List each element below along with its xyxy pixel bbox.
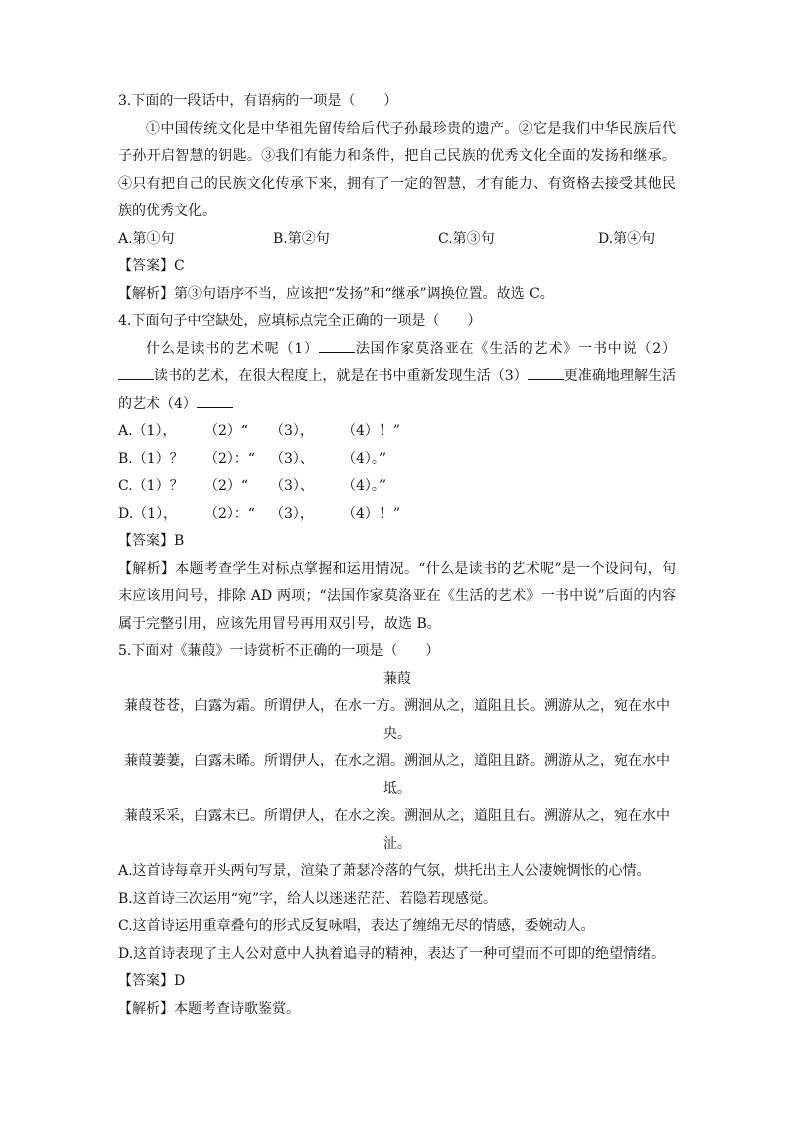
option-cell: （4）！” xyxy=(342,423,401,439)
answer-value: D xyxy=(174,973,186,989)
option-cell: （3）、 xyxy=(270,450,314,467)
poem-stanza-3 xyxy=(118,803,676,858)
option-cell: （2）“ xyxy=(204,423,249,439)
option-cell: （4）。” xyxy=(342,478,387,494)
q5-option-a: A.这首诗每章开头两句写景，渲染了萧瑟冷落的气氛，烘托出主人公凄婉惆怅的心情。 xyxy=(118,863,651,879)
q4-option-c xyxy=(118,473,676,501)
stanza-line: 蒹葭萋萋，白露未晞。所谓伊人，在水之湄。溯洄从之，道阻且跻。溯游从之，宛在水中 xyxy=(124,753,670,769)
stanza-line: 蒹葭苍苍，白露为霜。所谓伊人，在水一方。溯洄从之，道阻且长。溯游从之，宛在水中 xyxy=(124,698,670,714)
answer-label: 【答案】 xyxy=(118,533,174,549)
q3-option-b: B.第②句 xyxy=(273,230,330,247)
option-cell: （2）“ xyxy=(204,478,249,494)
passage-part-4: 更准确地理解生活的艺术（4） xyxy=(118,368,677,412)
blank-4 xyxy=(197,393,233,408)
q4-option-b xyxy=(118,446,676,474)
stanza-line: 蒹葭采采，白露未已。所谓伊人，在水之涘。溯洄从之，道阻且右。溯游从之，宛在水中 xyxy=(124,808,670,824)
q4-option-a xyxy=(118,418,676,446)
stanza-line: 沚。 xyxy=(383,835,411,852)
option-cell: （2）：“ xyxy=(204,450,256,467)
q4-option-d xyxy=(118,501,676,529)
poem-title: 蒹葭 xyxy=(383,670,411,687)
option-cell: （3）， xyxy=(270,423,314,439)
q3-passage: ①中国传统文化是中华祖先留传给后代子孙最珍贵的遗产。②它是我们中华民族后代子孙开启智慧的钥匙。③我们有能力和条件，把自己民族的优秀文化全面的发扬和继承。④只有把自己的民族文化传承下来，拥有了一定的智慧，才有能力、有资格去接受其他民族的优秀文化。 xyxy=(118,120,676,219)
q3-answer xyxy=(118,253,676,281)
q5-option-d: D.这首诗表现了主人公对意中人执着追寻的精神，表达了一种可望而不可即的绝望情绪。 xyxy=(118,945,666,962)
q5-option-c: C.这首诗运用重章叠句的形式反复咏唱，表达了缠绵无尽的情感，委婉动人。 xyxy=(118,918,595,934)
option-cell: （2）：“ xyxy=(204,505,256,522)
option-cell: （4）！” xyxy=(342,505,401,522)
poem-stanza-2 xyxy=(118,748,676,803)
answer-label: 【答案】 xyxy=(118,258,174,274)
analysis-label: 【解析】 xyxy=(118,1000,174,1017)
answer-value: B xyxy=(174,533,185,549)
passage-part-3: 读书的艺术，在很大程度上，就是在书中重新发现生活（3） xyxy=(154,368,528,384)
q3-option-a: A.第①句 xyxy=(118,230,175,247)
analysis-label: 【解析】 xyxy=(118,560,176,577)
q3-option-d: D.第④句 xyxy=(598,230,656,247)
analysis-label: 【解析】 xyxy=(118,285,174,302)
q4-stem: 4.下面句子中空缺处，应填标点完全正确的一项是（ ） xyxy=(118,313,482,329)
stanza-line: 央。 xyxy=(383,725,411,742)
analysis-text: 第③句语序不当，应该把“发扬”和“继承”调换位置。故选 C。 xyxy=(174,285,554,302)
option-cell: A.（1）， xyxy=(118,423,177,439)
option-cell: B.（1）？ xyxy=(118,450,184,467)
stanza-line: 坻。 xyxy=(383,780,411,797)
blank-2 xyxy=(118,365,154,380)
option-cell: C.（1）？ xyxy=(118,478,184,494)
answer-value: C xyxy=(174,258,185,274)
poem-stanza-1 xyxy=(118,693,676,748)
option-cell: D.（1）， xyxy=(118,505,178,522)
analysis-text: 本题考查学生对标点掌握和运用情况。“什么是读书的艺术呢”是一个设问句，句末应该用问号，排除 AD 两项；“法国作家莫洛亚在《生活的艺术》一书中说”后面的内容属于完整引用，应该先用冒号再用双引号，故选 B。 xyxy=(118,560,677,632)
blank-3 xyxy=(528,365,564,380)
option-cell: （3）， xyxy=(270,505,314,522)
analysis-text: 本题考查诗歌鉴赏。 xyxy=(174,1000,300,1017)
option-cell: （3）、 xyxy=(270,478,314,494)
option-cell: （4）。” xyxy=(342,450,387,467)
q3-options xyxy=(118,226,676,254)
q5-analysis xyxy=(118,996,676,1024)
q3-analysis xyxy=(118,281,676,309)
blank-1 xyxy=(319,338,355,353)
q5-answer xyxy=(118,968,676,996)
answer-label: 【答案】 xyxy=(118,973,174,989)
q3-option-c: C.第③句 xyxy=(438,230,495,247)
passage-part-2: 法国作家莫洛亚在《生活的艺术》一书中说（2） xyxy=(354,340,676,357)
q4-answer xyxy=(118,528,676,556)
q5-option-b: B.这首诗三次运用“宛”字，给人以迷迷茫茫、若隐若现感觉。 xyxy=(118,890,498,907)
q5-stem: 5.下面对《蒹葭》一诗赏析不正确的一项是（ ） xyxy=(118,643,440,659)
q4-analysis xyxy=(118,556,676,639)
q3-stem: 3.下面的一段话中，有语病的一项是（ ） xyxy=(118,93,398,109)
passage-part-1: 什么是读书的艺术呢（1） xyxy=(146,340,319,357)
q4-passage xyxy=(118,336,676,419)
